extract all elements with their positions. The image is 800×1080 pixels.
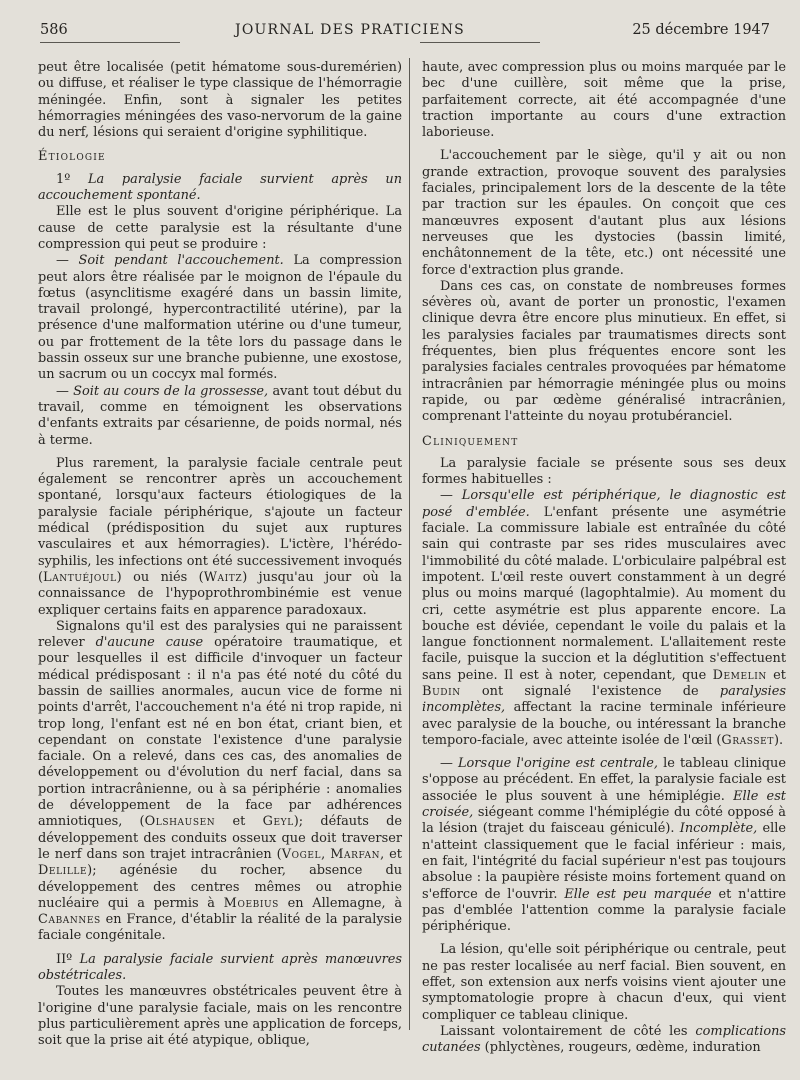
subsection-number: 1º	[56, 171, 71, 187]
page-number: 586	[40, 22, 68, 38]
section-heading-cliniquement: Cliniquement	[422, 433, 519, 449]
author-name: Geyl	[262, 814, 294, 830]
author-name: Demelin	[712, 667, 767, 683]
emphasis: Elle est peu marquée	[564, 886, 712, 902]
paragraph: — Soit pendant l'accouchement. La compression peut alors être réalisée par le moignon de l'épaule du fœtus (asynclitisme exagéré dans un bassin limite, travail prolongé, hypercontractilité utérine), par la présence d'une malformation utérine ou d'une tumeur, ou par frottement de la tête lors du passage dans le bassin osseux sur une branche pubienne, une exostose, un sacrum ou un coccyx mal formés.	[38, 253, 402, 383]
emphasis: paralysies incomplètes,	[422, 683, 786, 716]
author-name: Waitz	[203, 569, 243, 585]
paragraph: Toutes les manœuvres obstétricales peuvent être à l'origine d'une paralysie faciale, mais on les rencontre plus particulièrement après une application de forceps, soit que la prise ait été atypique, oblique,	[38, 984, 402, 1049]
column-divider	[409, 58, 410, 1030]
emphasis: Lorsqu'elle est périphérique, le diagnostic est posé d'emblée.	[422, 488, 786, 520]
paragraph: Signalons qu'il est des paralysies qui ne paraissent relever d'aucune cause opératoire traumatique, et pour lesquelles il est difficile d'invoquer un facteur médical prédisposant : il n'a pas été noté du côté du bassin de saillies anormales, aucun vice de forme ni points d'arrêt, l'accouchement n'a été ni trop rapide, ni trop long, l'enfant est né en bon état, criant bien, et cependant on constate l'existence d'une paralysie faciale. On a relevé, dans ces cas, des anomalies de développement ou d'évolution du nerf facial, dans sa portion intracrânienne, ou à sa périphérie : anomalies de développement de la face par adhérences amniotiques, (Olshausen et Geyl); défauts de développement des conduits osseux que doit traverser le nerf dans son trajet intracrânien (Vogel, Marfan, et Delille); agénésie du rocher, absence du développement des centres mêmes ou atrophie nucléaire qui a permis à Moebius en Allemagne, à Cabannes en France, d'établir la réalité de la paralysie faciale congénitale.	[38, 618, 403, 944]
paragraph: haute, avec compression plus ou moins marquée par le bec d'une cuillère, soit même que la prise, parfaitement correcte, ait été accompagnée d'une traction importante au cours d'une extraction laborieuse.	[422, 60, 786, 141]
paragraph: Laissant volontairement de côté les complications cutanées (phlyctènes, rougeurs, œdème, induration	[422, 1023, 786, 1056]
section-heading-etiologie: Étiologie	[38, 149, 106, 165]
paragraph: Plus rarement, la paralysie faciale centrale peut également se rencontrer après un accouchement spontané, lorsqu'aux facteurs étiologiques de la paralysie faciale périphérique, s'ajoute un facteur médical (prédisposition du sujet aux ruptures vasculaires et aux hémorragies). L'ictère, l'hérédo-syphilis, les infections ont été successivement invoqués (Lantuéjoul) ou niés (Waitz) jusqu'au jour où la connaissance de l'hypoprothrombinémie est venue expliquer certains faits en apparence paradoxaux.	[38, 455, 402, 618]
paragraph: Dans ces cas, on constate de nombreuses formes sévères où, avant de porter un pronostic, l'examen clinique devra être encore plus minutieux. En effet, si les paralysies faciales par traumatismes directs sont fréquentes, bien plus fréquentes encore sont les paralysies faciales centrales provoquées par hématome intracrânien par hémorragie méningée plus ou moins rapide, ou par œdème généralisé intracrânien, comprenant l'atteinte du noyau protubéranciel.	[422, 278, 786, 425]
author-name: Delille	[38, 863, 88, 879]
author-name: Marfan	[330, 846, 381, 862]
subsection-number: IIº	[56, 951, 73, 967]
paragraph: La lésion, qu'elle soit périphérique ou centrale, peut ne pas rester localisée au nerf facial. Bien souvent, en effet, son extension aux nerfs voisins vient ajouter une symptomatologie propre à chacun d'eux, qui vient compliquer ce tableau clinique.	[422, 942, 786, 1023]
author-name: Cabannes	[38, 912, 101, 928]
paragraph: Elle est le plus souvent d'origine périphérique. La cause de cette paralysie est la résultante d'une compression qui peut se produire :	[38, 204, 402, 252]
emphasis: Incomplète,	[679, 821, 758, 837]
paragraph: L'accouchement par le siège, qu'il y ait ou non grande extraction, provoque souvent des paralysies faciales, principalement lors de la descente de la tête par traction sur les épaules. On conçoit que ces manœuvres exposent d'autant plus aux lésions nerveuses que les dystocies (bassin limité, enchâtonnement de la tête, etc.) ont nécessité une force d'extraction plus grande.	[422, 148, 786, 278]
paragraph: peut être localisée (petit hématome sous-duremérien) ou diffuse, et réaliser le type classique de l'hémorragie méningée. Enfin, sont à signaler les petites hémorragies méningées des vaso-nervorum de la gaine du nerf, lésions qui seraient d'origine syphilitique.	[38, 60, 402, 141]
paragraph: — Soit au cours de la grossesse, avant tout début du travail, comme en témoignent les observations d'enfants extraits par césarienne, de poids normal, nés à terme.	[38, 383, 402, 448]
author-name: Vogel	[281, 846, 322, 862]
left-column	[38, 60, 402, 1050]
subsection-title-text: La paralysie faciale survient après un accouchement spontané.	[38, 171, 402, 204]
author-name: Olshausen	[144, 814, 216, 830]
author-name: Lantuéjoul	[43, 569, 117, 585]
author-name: Budin	[422, 683, 461, 699]
emphasis: Soit pendant l'accouchement.	[78, 253, 284, 269]
emphasis: Elle est croisée,	[422, 788, 786, 821]
issue-date: 25 décembre 1947	[632, 22, 770, 38]
paragraph: La paralysie faciale se présente sous ses deux formes habituelles :	[422, 455, 786, 488]
emphasis: Soit au cours de la grossesse,	[73, 383, 269, 399]
subsection-title	[38, 172, 402, 205]
emphasis: Lorsque l'origine est centrale,	[457, 756, 659, 772]
header-rule-left	[40, 42, 180, 43]
journal-title: JOURNAL DES PRATICIENS	[235, 22, 465, 38]
right-column	[422, 60, 786, 1057]
paragraph: — Lorsque l'origine est centrale, le tableau clinique s'oppose au précédent. En effet, la paralysie faciale est associée le plus souvent à une hémiplégie. Elle est croisée, siégeant comme l'hémiplégie du côté opposé à la lésion (trajet du faisceau géniculé). Incomplète, elle n'atteint classiquement que le facial inférieur : mais, en fait, l'intégrité du facial supérieur n'est pas toujours absolue : la paupière résiste moins fortement quand on s'efforce de l'ouvrir. Elle est peu marquée et n'attire pas d'emblée l'attention comme la paralysie faciale périphérique.	[422, 756, 787, 935]
subsection-title	[38, 952, 402, 985]
author-name: Moebius	[223, 895, 279, 911]
author-name: Grasset	[721, 732, 774, 748]
running-header	[40, 16, 770, 44]
emphasis: complications cutanées	[422, 1023, 786, 1056]
emphasis: d'aucune cause	[95, 635, 204, 651]
subsection-title-text: La paralysie faciale survient après manœuvres obstétricales.	[38, 951, 402, 984]
paragraph: — Lorsqu'elle est périphérique, le diagnostic est posé d'emblée. L'enfant présente une asymétrie faciale. La commissure labiale est entraînée du côté sain qui contraste par ses rides musculaires avec l'immobilité du côté malade. L'orbiculaire palpébral est impotent. L'œil reste ouvert constamment à un degré plus ou moins marqué (lagophtalmie). Au moment du cri, cette asymétrie est plus apparente encore. La bouche est déviée, cependant le voile du palais et la langue fonctionnent normalement. L'allaitement reste facile, puisque la succion et la déglutition s'effectuent sans peine. Il est à noter, cependant, que Demelin et Budin ont signalé l'existence de paralysies incomplètes, affectant la racine terminale inférieure avec paralysie de la bouche, ou intéressant la branche temporo-faciale, avec atteinte isolée de l'œil (Grasset).	[422, 488, 786, 748]
header-rule-right	[420, 42, 540, 43]
